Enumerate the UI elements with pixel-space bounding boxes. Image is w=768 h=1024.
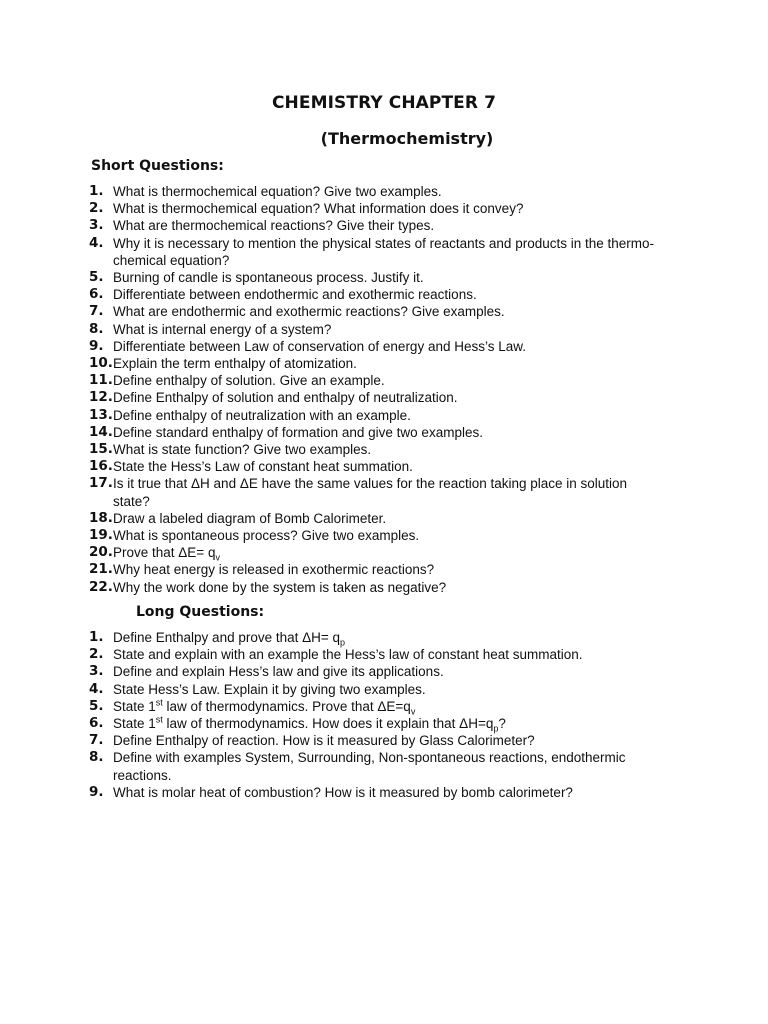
question-text: Define Enthalpy of reaction. How is it measured by Glass Calorimeter?: [113, 733, 535, 749]
question-number: 3.: [89, 217, 104, 234]
question-item: [89, 217, 689, 234]
long-questions-heading: Long Questions:: [136, 604, 265, 620]
question-number: 21.: [89, 561, 113, 578]
question-text: Define with examples System, Surrounding, Non-spontaneous reactions, endothermic reactions.: [113, 750, 626, 783]
question-text: State and explain with an example the Hess’s law of constant heat summation.: [113, 647, 583, 663]
question-text: State Hess’s Law. Explain it by giving two examples.: [113, 681, 426, 697]
question-item: [89, 441, 689, 458]
question-text: What is molar heat of combustion? How is it measured by bomb calorimeter?: [113, 784, 573, 800]
question-item: [89, 389, 689, 406]
question-number: 5.: [89, 269, 104, 286]
question-item: [89, 424, 689, 441]
subscript: p: [493, 723, 499, 734]
question-number: 15.: [89, 441, 113, 458]
question-number: 8.: [89, 320, 104, 337]
question-item: [89, 475, 689, 509]
question-text: State 1st law of thermodynamics. Prove that $\Delta E=q_v$: [113, 697, 416, 717]
question-text: Define standard enthalpy of formation and give two examples.: [113, 424, 483, 440]
question-item: [89, 372, 689, 389]
question-item: [89, 235, 689, 269]
question-text: State 1st law of thermodynamics. How does it explain that $\Delta H=q_p$?: [113, 714, 506, 734]
question-item: [89, 321, 689, 338]
question-number: 4.: [89, 680, 104, 697]
page-title: CHEMISTRY CHAPTER 7: [271, 93, 497, 113]
question-item: [89, 407, 689, 424]
question-number: 9.: [89, 337, 104, 354]
question-number: 19.: [89, 527, 113, 544]
question-item: [89, 732, 689, 749]
question-item: [89, 458, 689, 475]
question-number: 7.: [89, 303, 104, 320]
question-text: Why it is necessary to mention the physical states of reactants and products in the thermo- chemical equation?: [113, 235, 655, 268]
question-text: Differentiate between Law of conservation of energy and Hess’s Law.: [113, 338, 527, 354]
short-questions-list: [89, 183, 689, 596]
page-subtitle: (Thermochemistry): [320, 129, 494, 148]
superscript: st: [155, 714, 163, 725]
question-number: 4.: [89, 234, 104, 251]
question-text: What is thermochemical equation? Give two examples.: [113, 184, 442, 199]
question-number: 1.: [89, 629, 104, 645]
question-number: 17.: [89, 475, 113, 492]
question-text: Define and explain Hess’s law and give its applications.: [113, 664, 444, 680]
question-item: [89, 749, 689, 783]
question-item: [89, 200, 689, 217]
long-questions-list: [89, 629, 689, 801]
question-item: [89, 698, 689, 715]
question-text: Differentiate between endothermic and exothermic reactions.: [113, 287, 477, 303]
question-item: [89, 784, 689, 801]
question-item: [89, 663, 689, 680]
question-number: 5.: [89, 697, 104, 714]
question-text: Define enthalpy of solution. Give an example.: [113, 373, 385, 389]
question-item: [89, 286, 689, 303]
question-number: 2.: [89, 200, 104, 217]
question-number: 6.: [89, 286, 104, 303]
question-item: [89, 681, 689, 698]
question-text: Why heat energy is released in exothermic reactions?: [113, 562, 435, 578]
question-item: [89, 183, 689, 200]
question-number: 13.: [89, 406, 113, 423]
question-number: 9.: [89, 783, 104, 800]
question-item: [89, 646, 689, 663]
question-item: [89, 269, 689, 286]
question-item: [89, 561, 689, 578]
question-item: [89, 338, 689, 355]
question-number: 6.: [89, 715, 104, 732]
question-number: 1.: [89, 183, 104, 199]
question-number: 7.: [89, 732, 104, 749]
question-text: Why the work done by the system is taken as negative?: [113, 579, 447, 595]
question-text: Define Enthalpy and prove that $\Delta H= q_p$: [113, 630, 346, 648]
question-number: 10.: [89, 355, 113, 372]
subscript: v: [215, 552, 220, 563]
question-text: Is it true that ΔH and ΔE have the same values for the reaction taking place in solution state?: [113, 476, 628, 509]
question-item: [89, 544, 689, 561]
question-number: 11.: [89, 372, 113, 389]
question-text: Burning of candle is spontaneous process. Justify it.: [113, 270, 424, 286]
question-number: 18.: [89, 509, 113, 526]
question-number: 2.: [89, 646, 104, 663]
question-item: [89, 715, 689, 732]
question-number: 3.: [89, 663, 104, 680]
question-item: [89, 527, 689, 544]
question-number: 22.: [89, 578, 113, 595]
question-number: 16.: [89, 458, 113, 475]
question-text: Prove that $\Delta E= q_v$: [113, 545, 220, 563]
superscript: st: [155, 697, 163, 708]
question-text: Explain the term enthalpy of atomization.: [113, 356, 357, 372]
question-item: [89, 355, 689, 372]
question-item: [89, 579, 689, 596]
question-item: [89, 510, 689, 527]
question-number: 14.: [89, 423, 113, 440]
question-number: 12.: [89, 389, 113, 406]
question-item: [89, 629, 689, 646]
question-text: Define enthalpy of neutralization with an example.: [113, 407, 411, 423]
question-text: What is spontaneous process? Give two examples.: [113, 528, 420, 544]
question-text: What are thermochemical reactions? Give their types.: [113, 218, 435, 234]
question-number: 8.: [89, 749, 104, 766]
question-text: Define Enthalpy of solution and enthalpy of neutralization.: [113, 390, 458, 406]
question-text: State the Hess’s Law of constant heat summation.: [113, 459, 413, 475]
question-item: [89, 303, 689, 320]
question-text: What are endothermic and exothermic reactions? Give examples.: [113, 304, 505, 320]
subscript: v: [410, 706, 416, 717]
question-text: Draw a labeled diagram of Bomb Calorimeter.: [113, 510, 387, 526]
subscript: p: [340, 637, 346, 648]
question-text: What is thermochemical equation? What information does it convey?: [113, 201, 524, 217]
short-questions-heading: Short Questions:: [91, 158, 224, 174]
question-text: What is state function? Give two examples.: [113, 442, 372, 458]
question-text: What is internal energy of a system?: [113, 321, 332, 337]
question-number: 20.: [89, 544, 113, 561]
